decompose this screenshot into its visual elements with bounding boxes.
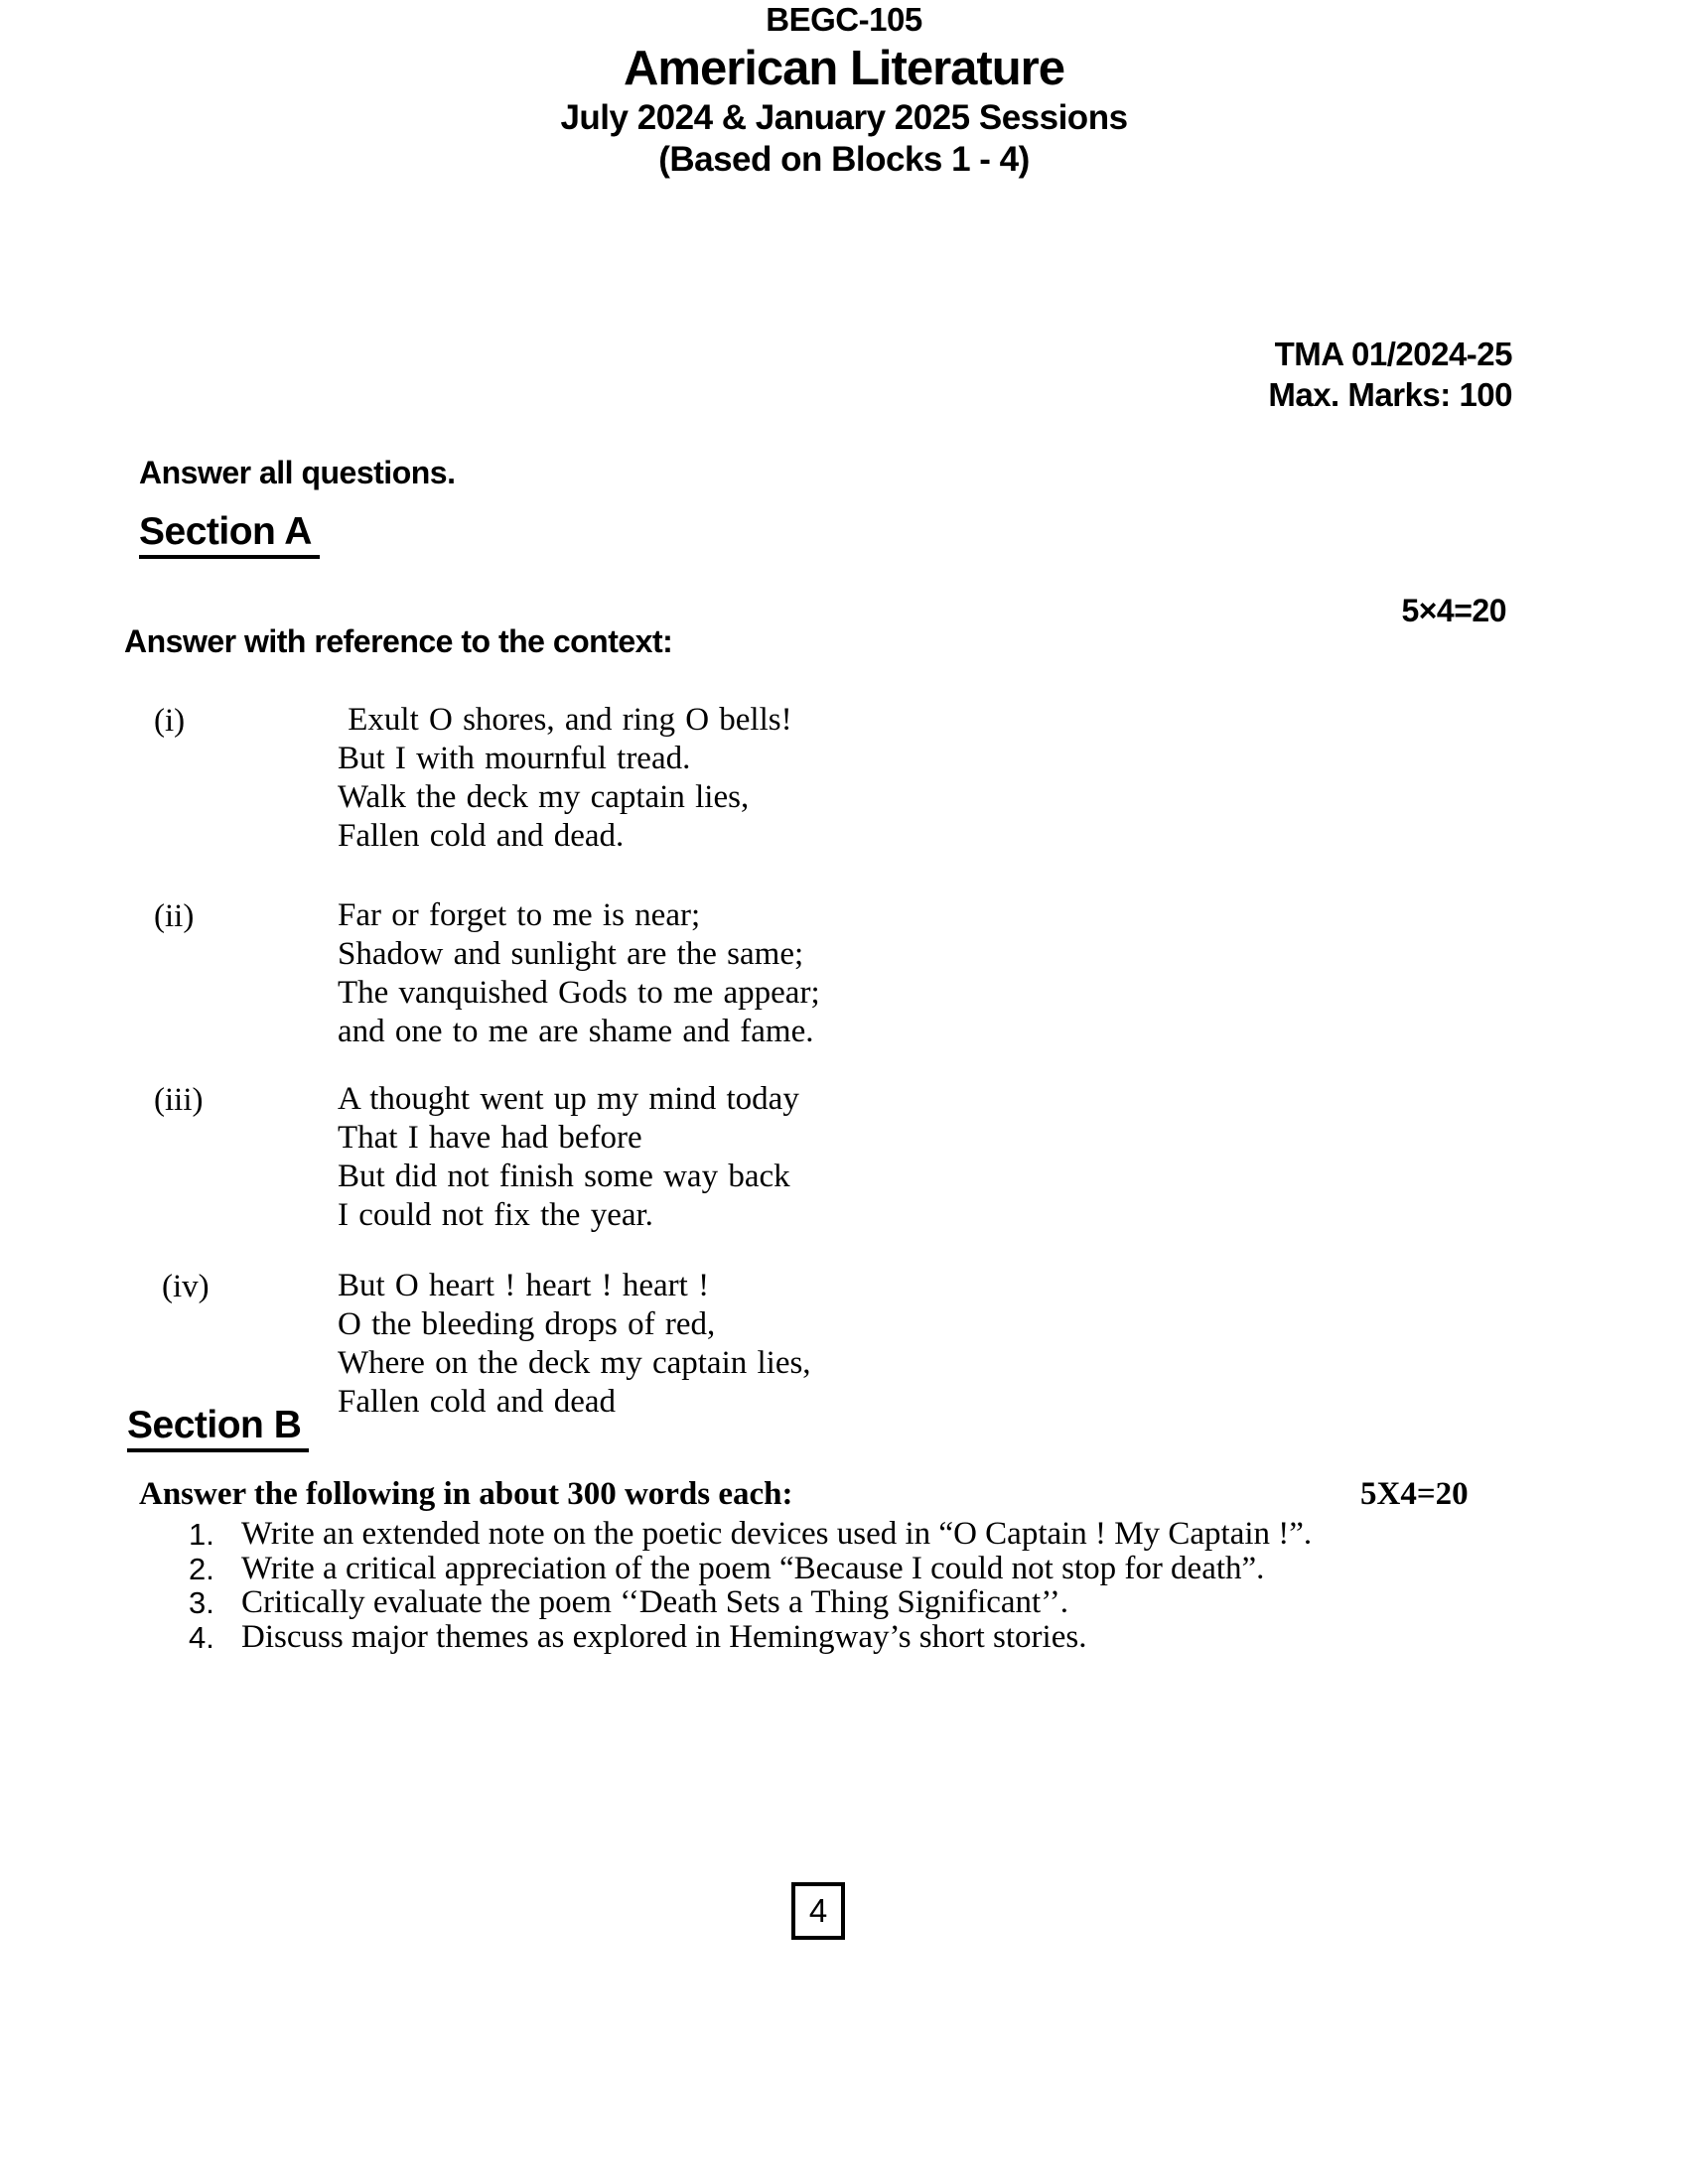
question-row-2 (0, 1552, 1688, 1586)
page-number-box (791, 1882, 845, 1940)
verse-line: Shadow and sunlight are the same; (338, 936, 804, 972)
verse-line: Walk the deck my captain lies, (338, 779, 750, 815)
question-text: Write an extended note on the poetic devices used in “O Captain ! My Captain !”. (241, 1516, 1313, 1552)
verse-line: But did not finish some way back (338, 1159, 790, 1194)
tma-info-block (1268, 334, 1512, 415)
instructions-line: Answer all questions. (139, 455, 456, 490)
passage-label: (iii) (154, 1082, 204, 1118)
verse-line: Fallen cold and dead. (338, 818, 625, 854)
section-a-heading: Section A (139, 510, 320, 559)
max-marks: Max. Marks: 100 (1268, 376, 1512, 413)
section-b-prompt: Answer the following in about 300 words each: (139, 1476, 793, 1512)
passage-lines (338, 896, 820, 1051)
question-row-3 (0, 1585, 1688, 1620)
tma-reference: TMA 01/2024-25 (1274, 336, 1512, 372)
passage-label: (ii) (154, 898, 195, 934)
question-row-1 (0, 1517, 1688, 1552)
question-row-4 (0, 1620, 1688, 1655)
verse-line: Where on the deck my captain lies, (338, 1345, 811, 1381)
verse-line: Exult O shores, and ring O bells! (338, 702, 792, 738)
passage-lines (338, 1080, 799, 1235)
blocks-line: (Based on Blocks 1 - 4) (658, 140, 1030, 179)
passage-lines (338, 1267, 811, 1422)
question-number: 2. (189, 1552, 214, 1586)
section-b-heading: Section B (127, 1404, 309, 1452)
passage-label: (i) (154, 703, 186, 739)
verse-line: Far or forget to me is near; (338, 897, 701, 933)
verse-line: That I have had before (338, 1120, 642, 1156)
section-a-heading-wrap (139, 510, 320, 559)
verse-line: But O heart ! heart ! heart ! (338, 1268, 710, 1303)
course-code: BEGC-105 (766, 1, 922, 38)
passage-label: (iv) (162, 1269, 210, 1304)
question-number: 4. (189, 1620, 214, 1655)
page-number: 4 (808, 1892, 828, 1929)
verse-line: Fallen cold and dead (338, 1384, 616, 1420)
section-b-heading-wrap (127, 1404, 309, 1452)
question-text: Write a critical appreciation of the poem “Because I could not stop for death”. (241, 1551, 1265, 1586)
page-title: American Literature (624, 42, 1064, 95)
document-header (0, 0, 1688, 181)
question-text: Discuss major themes as explored in Hemingway’s short stories. (241, 1619, 1087, 1655)
verse-line: O the bleeding drops of red, (338, 1306, 716, 1342)
question-number: 1. (189, 1517, 214, 1552)
sessions-line: July 2024 & January 2025 Sessions (560, 98, 1128, 137)
passage-lines (338, 701, 792, 856)
verse-line: The vanquished Gods to me appear; (338, 975, 820, 1011)
verse-line: But I with mournful tread. (338, 741, 691, 776)
question-text: Critically evaluate the poem ‘‘Death Sets a Thing Significant’’. (241, 1584, 1068, 1620)
section-a-prompt: Answer with reference to the context: (124, 623, 673, 659)
verse-line: and one to me are shame and fame. (338, 1014, 814, 1049)
verse-line: I could not fix the year. (338, 1197, 653, 1233)
verse-line: A thought went up my mind today (338, 1081, 799, 1117)
section-b-marks: 5X4=20 (1360, 1476, 1469, 1512)
section-a-marks: 5×4=20 (1401, 593, 1506, 628)
question-number: 3. (189, 1585, 214, 1620)
